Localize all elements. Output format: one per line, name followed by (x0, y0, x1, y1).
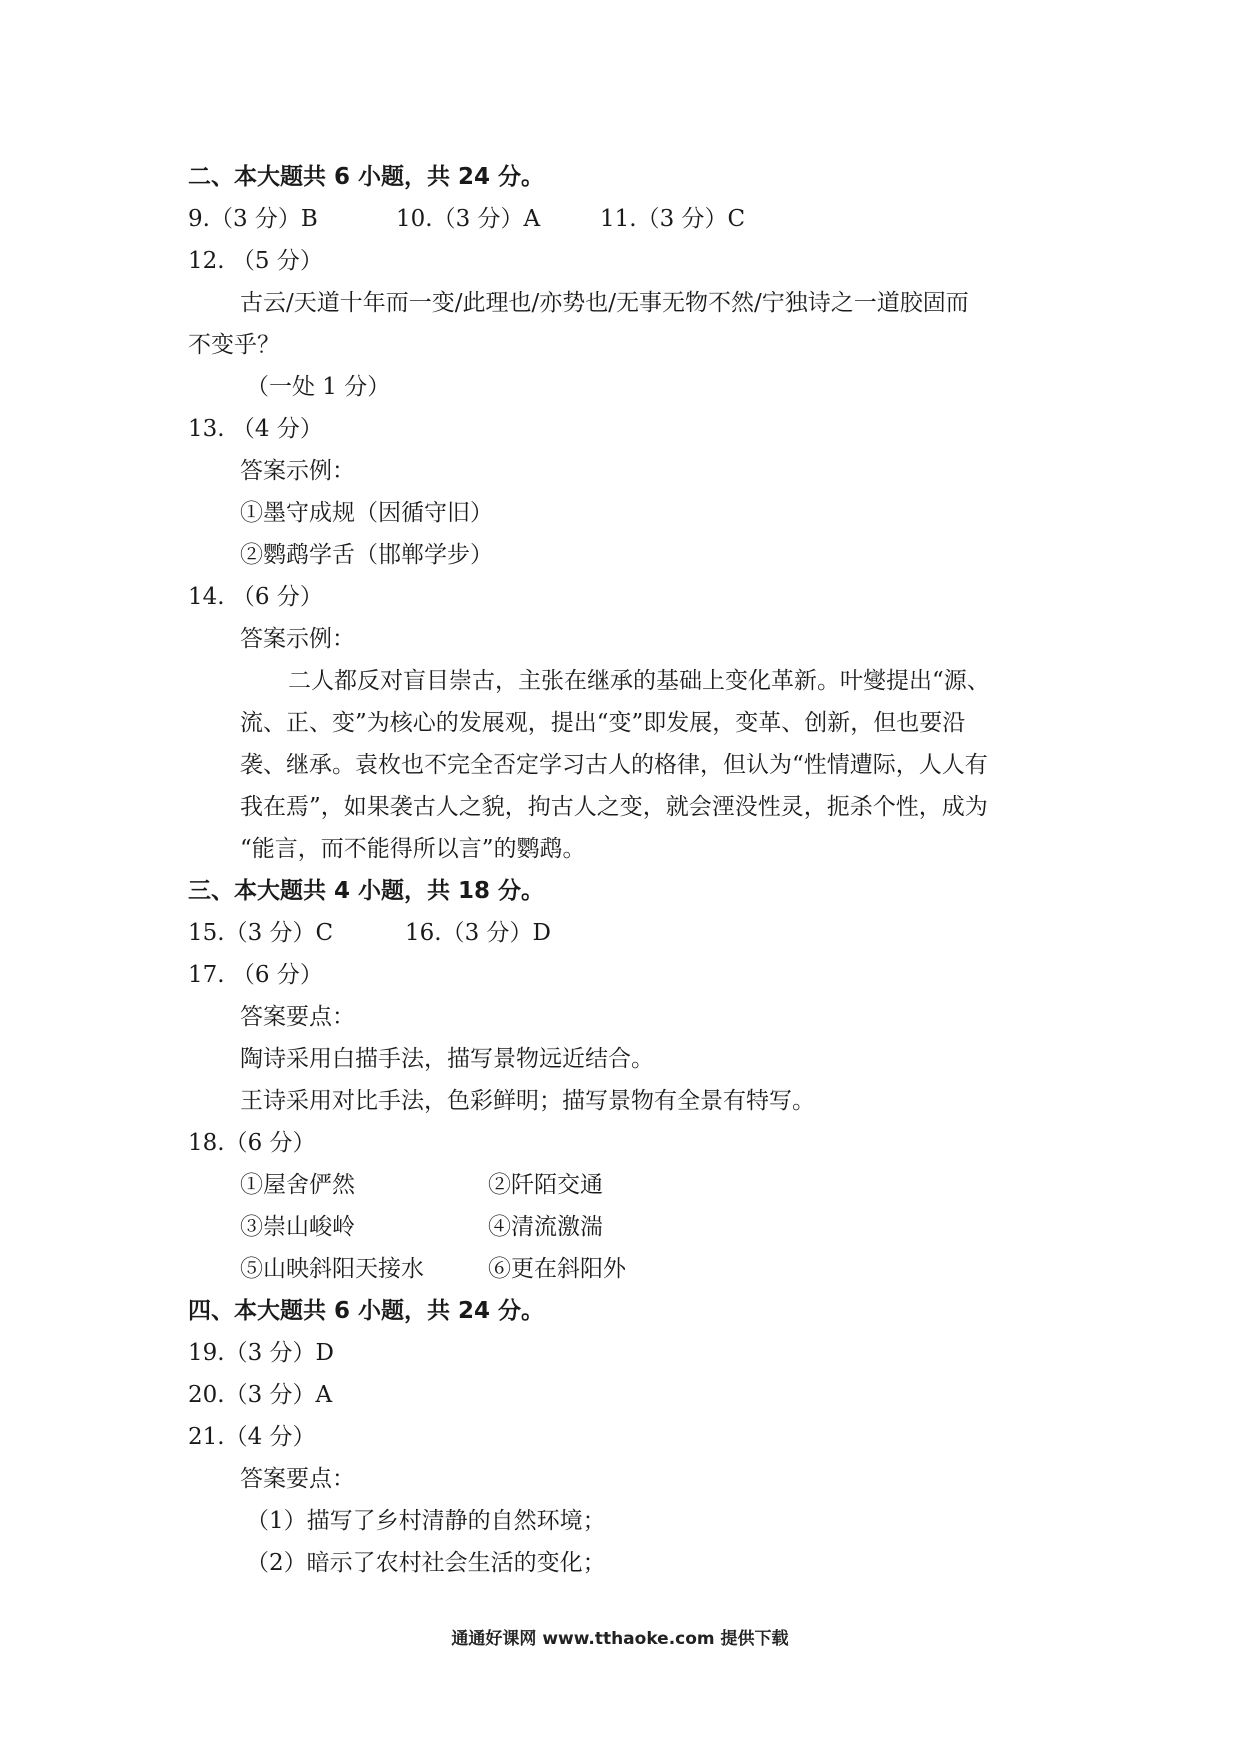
answer-q15: 15.（3 分）C (188, 920, 334, 946)
section-3-heading: 三、本大题共 4 小题，共 18 分。 (188, 878, 545, 904)
answer-q16: 16.（3 分）D (405, 920, 551, 946)
q17-label: 17. （6 分） (188, 962, 323, 988)
q14-answer-line-1: 二人都反对盲目崇古，主张在继承的基础上变化革新。叶燮提出“源、 (288, 668, 990, 694)
q17-point-1: 陶诗采用白描手法，描写景物远近结合。 (240, 1046, 654, 1072)
answer-q20: 20.（3 分）A (188, 1382, 333, 1408)
q12-answer-line-2: 不变乎？ (188, 332, 280, 358)
q18-answer-4: ④清流激湍 (488, 1214, 603, 1240)
q14-answer-line-2: 流、正、变”为核心的发展观，提出“变”即发展，变革、创新，但也要沿 (240, 710, 966, 736)
q18-answer-3: ③崇山峻岭 (240, 1214, 355, 1240)
q13-item-1: ①墨守成规（因循守旧） (240, 500, 493, 526)
q13-intro: 答案示例： (240, 458, 355, 484)
answer-q9: 9.（3 分）B (188, 206, 318, 232)
q13-item-2: ②鹦鹉学舌（邯郸学步） (240, 542, 493, 568)
q12-answer-line-1: 古云/天道十年而一变/此理也/亦势也/无事无物不然/宁独诗之一道胶固而 (240, 290, 969, 316)
q18-answer-6: ⑥更在斜阳外 (488, 1256, 626, 1282)
q21-point-2: （2）暗示了农村社会生活的变化； (246, 1550, 606, 1576)
q14-label: 14. （6 分） (188, 584, 323, 610)
q21-label: 21.（4 分） (188, 1424, 316, 1450)
q21-intro: 答案要点： (240, 1466, 355, 1492)
q12-scoring-note: （一处 1 分） (246, 374, 391, 400)
q18-answer-2: ②阡陌交通 (488, 1172, 603, 1198)
q13-label: 13. （4 分） (188, 416, 323, 442)
answer-q19: 19.（3 分）D (188, 1340, 334, 1366)
q17-point-2: 王诗采用对比手法，色彩鲜明；描写景物有全景有特写。 (240, 1088, 815, 1114)
q21-point-1: （1）描写了乡村清静的自然环境； (246, 1508, 606, 1534)
q18-answer-1: ①屋舍俨然 (240, 1172, 355, 1198)
answer-q10: 10.（3 分）A (396, 206, 541, 232)
q17-intro: 答案要点： (240, 1004, 355, 1030)
section-4-heading: 四、本大题共 6 小题，共 24 分。 (188, 1298, 545, 1324)
section-2-heading: 二、本大题共 6 小题，共 24 分。 (188, 164, 545, 190)
q12-label: 12. （5 分） (188, 248, 323, 274)
footer-download-notice: 通通好课网 www.tthaoke.com 提供下载 (451, 1629, 789, 1649)
answer-q11: 11.（3 分）C (600, 206, 746, 232)
q14-answer-line-5: “能言，而不能得所以言”的鹦鹉。 (240, 836, 586, 862)
q14-intro: 答案示例： (240, 626, 355, 652)
q14-answer-line-3: 袭、继承。袁枚也不完全否定学习古人的格律，但认为“性情遭际，人人有 (240, 752, 988, 778)
q18-label: 18.（6 分） (188, 1130, 316, 1156)
q14-answer-line-4: 我在焉”，如果袭古人之貌，拘古人之变，就会湮没性灵，扼杀个性，成为 (240, 794, 988, 820)
q18-answer-5: ⑤山映斜阳天接水 (240, 1256, 424, 1282)
